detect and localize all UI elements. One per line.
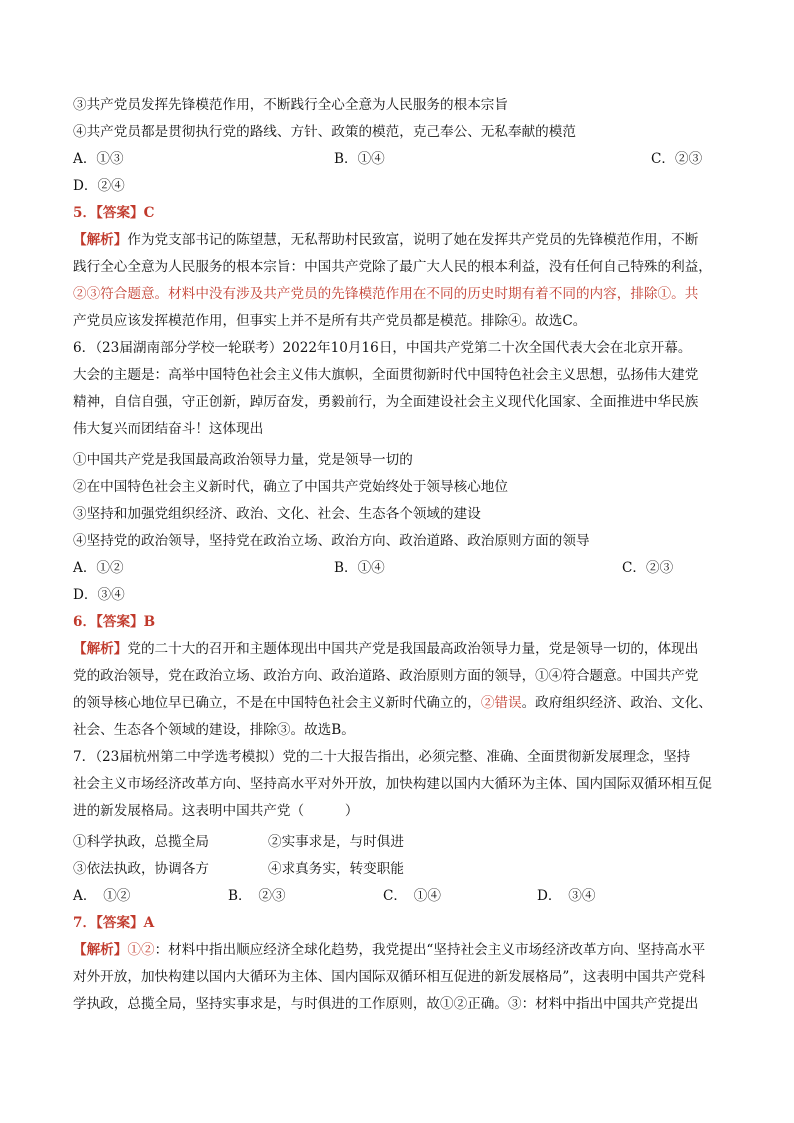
q6-statement-4: ④坚持党的政治领导，坚持党在政治立场、政治方向、政治道路、政治原则方面的领导: [73, 533, 590, 549]
q7-statement-2: ②实事求是，与时俱进: [268, 834, 404, 850]
answer-7-analysis-line-1: [73, 941, 705, 959]
q6-option-c: C．②③: [622, 560, 674, 576]
q7-option-d: D． ③④: [537, 888, 596, 904]
analysis-tag: 【解析】: [73, 641, 128, 657]
question-6-line-3: 精神，自信自强，守正创新，踔厉奋发，勇毅前行，为全面建设社会主义现代化国家、全面推进中华民族: [73, 394, 699, 410]
analysis-text: 。政府组织经济、政治、文化、: [521, 695, 712, 711]
answer-5-analysis-line-1: [73, 231, 698, 249]
answer-5-analysis-line-4: 产党员应该发挥模范作用，但事实上并不是所有共产党员都是模范。排除④。故选C。: [73, 313, 587, 329]
question-7-line-2: 社会主义市场经济改革方向、坚持高水平对外开放，加快构建以国内大循环为主体、国内国际双循环相互促: [73, 776, 712, 792]
answer-5-label: 5．【答案】C: [73, 205, 155, 221]
q6-option-b: B．①④: [334, 560, 385, 576]
question-7-line-1: 7．（23届杭州第二中学选考模拟）党的二十大报告指出，必须完整、准确、全面贯彻新发展理念，坚持: [73, 749, 691, 765]
q4-option-d: D．②④: [73, 178, 125, 194]
highlight-text: ②错误: [480, 695, 522, 711]
answer-5-analysis-line-3: ②③符合题意。材料中没有涉及共产党员的先锋模范作用在不同的历史时期有着不同的内容，排除①。共: [73, 286, 699, 302]
analysis-tag: 【解析】: [73, 232, 128, 248]
q7-statement-4: ④求真务实，转变职能: [268, 861, 404, 877]
q7-option-b: B． ②③: [228, 888, 286, 904]
question-6-line-1: 6．（23届湖南部分学校一轮联考）2022年10月16日，中国共产党第二十次全国代表大会在北京开幕。: [73, 340, 692, 356]
analysis-text: 作为党支部书记的陈望慧，无私帮助村民致富，说明了她在发挥共产党员的先锋模范作用，不断: [127, 232, 699, 248]
q7-option-a: A． ①②: [73, 888, 131, 904]
q4-option-b: B．①④: [334, 151, 385, 167]
answer-5-analysis-line-2: 践行全心全意为人民服务的根本宗旨：中国共产党除了最广大人民的根本利益，没有任何自己特殊的利益，: [73, 259, 712, 275]
answer-7-analysis-line-3: 学执政，总揽全局，坚持实事求是，与时俱进的工作原则，故①②正确。③：材料中指出中国共产党提出: [73, 996, 699, 1012]
q6-statement-3: ③坚持和加强党组织经济、政治、文化、社会、生态各个领域的建设: [73, 506, 481, 522]
q6-statement-2: ②在中国特色社会主义新时代，确立了中国共产党始终处于领导核心地位: [73, 479, 508, 495]
q6-statement-1: ①中国共产党是我国最高政治领导力量，党是领导一切的: [73, 452, 413, 468]
answer-6-analysis-line-1: [73, 640, 698, 658]
answer-7-analysis-line-2: 对外开放，加快构建以国内大循环为主体、国内国际双循环相互促进的新发展格局”，这表明中国共产党科: [73, 969, 706, 985]
q4-statement-3: ③共产党员发挥先锋模范作用，不断践行全心全意为人民服务的根本宗旨: [73, 97, 508, 113]
q6-option-d: D．③④: [73, 587, 125, 603]
answer-6-label: 6．【答案】B: [73, 614, 156, 630]
analysis-text: 党的二十大的召开和主题体现出中国共产党是我国最高政治领导力量，党是领导一切的，体现出: [127, 641, 699, 657]
answer-6-analysis-line-2: 党的政治领导，党在政治立场、政治方向、政治道路、政治原则方面的领导，①④符合题意。中国共产党: [73, 668, 699, 684]
q4-statement-4: ④共产党员都是贯彻执行党的路线、方针、政策的模范，克己奉公、无私奉献的模范: [73, 124, 576, 140]
answer-6-analysis-line-4: 社会、生态各个领域的建设，排除③。故选B。: [73, 722, 355, 738]
analysis-tag: 【解析】: [73, 942, 128, 958]
q7-option-c: C． ①④: [383, 888, 441, 904]
analysis-text: 的领导核心地位早已确立，不是在中国特色社会主义新时代确立的，: [73, 695, 481, 711]
q4-option-c: C．②③: [651, 151, 703, 167]
highlight-text: ①②: [127, 942, 155, 958]
q6-option-a: A．①②: [73, 560, 124, 576]
question-6-line-2: 大会的主题是：高举中国特色社会主义伟大旗帜，全面贯彻新时代中国特色社会主义思想，弘扬伟大建党: [73, 367, 699, 383]
question-6-line-4: 伟大复兴而团结奋斗！这体现出: [73, 421, 264, 437]
q7-statement-3: ③依法执政，协调各方: [73, 861, 209, 877]
q4-option-a: A．①③: [73, 151, 124, 167]
analysis-text: ：材料中指出顺应经济全球化趋势，我党提出“坚持社会主义市场经济改革方向、坚持高水平: [154, 942, 706, 958]
q7-statement-1: ①科学执政，总揽全局: [73, 834, 209, 850]
answer-6-analysis-line-3: [73, 694, 712, 712]
question-7-line-3: 进的新发展格局。这表明中国共产党（ ）: [73, 803, 359, 819]
answer-7-label: 7．【答案】A: [73, 915, 155, 931]
